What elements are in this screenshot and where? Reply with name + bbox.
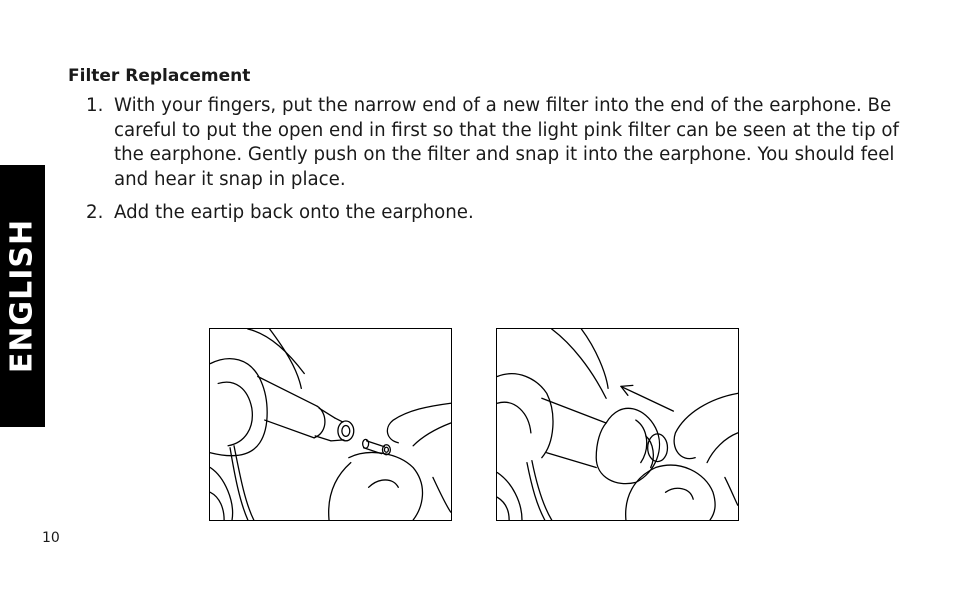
step-number: 1. <box>86 95 104 116</box>
instruction-steps <box>86 94 906 235</box>
page-number: 10 <box>42 530 60 546</box>
instruction-step-2 <box>86 201 906 226</box>
instruction-step-1 <box>86 94 906 192</box>
language-tab-label: ENGLISH <box>4 218 40 374</box>
filter-snap-illustration <box>496 328 739 521</box>
step-text: Add the eartip back onto the earphone. <box>114 202 474 223</box>
step-number: 2. <box>86 202 104 223</box>
step-text: With your fingers, put the narrow end of a new filter into the end of the earphone. Be careful to put the open end in first so that the light pink filter can be seen at the tip of the earphone. Gently push on the filter and snap it into the earphone. You should feel and hear it snap in place. <box>114 95 899 190</box>
filter-insert-illustration <box>209 328 452 521</box>
section-heading: Filter Replacement <box>68 66 251 86</box>
